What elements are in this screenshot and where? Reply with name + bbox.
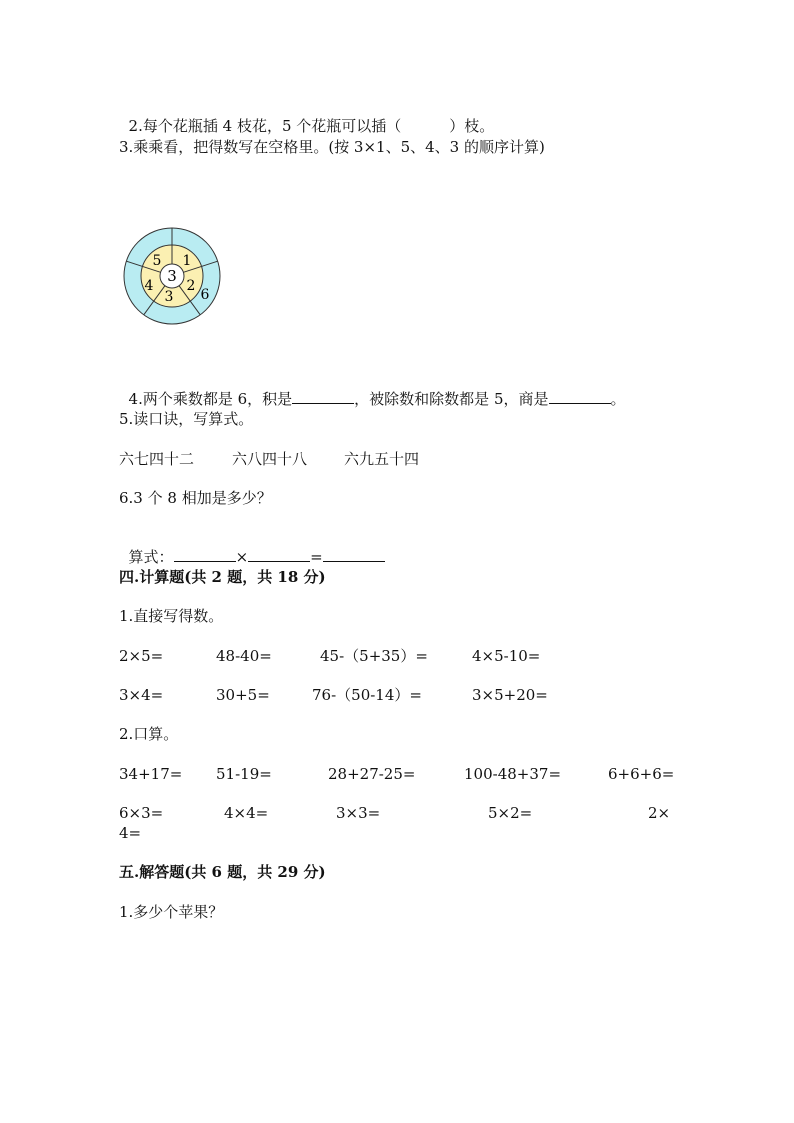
formula-item: 六八四十八 [232,450,308,468]
equals-sign: = [310,548,323,566]
wheel-inner-number: 5 [152,253,162,269]
wheel-outer-number: 6 [200,287,210,303]
answer-blank[interactable] [292,389,354,404]
mental-calc-item: 100-48+37= [464,765,562,783]
times-sign: × [235,548,249,566]
wheel-inner-number: 1 [182,253,192,269]
mental-calc-item: 3×3= [336,804,381,822]
equation-label: 算式： [128,548,174,566]
mental-calc-item: 6+6+6= [608,765,675,783]
section-5-q1-title: 1.多少个苹果？ [119,903,224,921]
mental-calc-item: 2× [648,804,671,822]
mental-calc-item-wrap: 4= [119,824,142,842]
calc-item: 76-（50-14）= [312,686,422,704]
formula-item: 六九五十四 [344,450,420,468]
answer-blank[interactable] [323,547,385,562]
mental-calc-item: 34+17= [119,765,183,783]
question-4-part2: ，被除数和除数都是 5，商是 [354,390,549,408]
calc-item: 30+5= [216,686,270,704]
question-2-suffix: ）枝。 [449,117,495,135]
section-4-q2-title: 2.口算。 [119,725,179,743]
wheel-center-number: 3 [167,267,177,285]
mental-calc-item: 28+27-25= [328,765,416,783]
multiplication-wheel [122,226,222,326]
calc-item: 2×5= [119,647,164,665]
wheel-inner-number: 4 [144,278,154,294]
calc-item: 4×5-10= [472,647,541,665]
question-4 [119,369,626,409]
question-3-text: 3.乘乘看，把得数写在空格里。(按 3×1、5、4、3 的顺序计算) [119,138,545,156]
calc-item: 48-40= [216,647,272,665]
section-5-title: 五.解答题(共 6 题，共 29 分) [119,863,326,881]
question-6-equation [119,527,385,567]
mental-calc-item: 51-19= [216,765,272,783]
question-4-part1: 4.两个乘数都是 6，积是 [128,390,293,408]
mental-calc-item: 6×3= [119,804,164,822]
wheel-inner-number: 2 [186,278,196,294]
section-4-title: 四.计算题(共 2 题，共 18 分) [119,568,326,586]
answer-blank[interactable] [174,547,236,562]
section-4-q1-title: 1.直接写得数。 [119,607,224,625]
question-2-text: 2.每个花瓶插 4 枝花，5 个花瓶可以插（ [128,117,402,135]
question-2 [119,96,494,136]
question-4-part3: 。 [610,390,626,408]
mental-calc-item: 4×4= [224,804,269,822]
calc-item: 3×5+20= [472,686,548,704]
question-5-title: 5.读口诀，写算式。 [119,410,254,428]
calc-item: 3×4= [119,686,164,704]
question-6-title: 6.3 个 8 相加是多少？ [119,489,272,507]
wheel-inner-number: 3 [164,289,174,305]
answer-blank[interactable] [549,389,611,404]
formula-item: 六七四十二 [119,450,195,468]
calc-item: 45-（5+35）= [320,647,428,665]
answer-blank[interactable] [248,547,310,562]
mental-calc-item: 5×2= [488,804,533,822]
